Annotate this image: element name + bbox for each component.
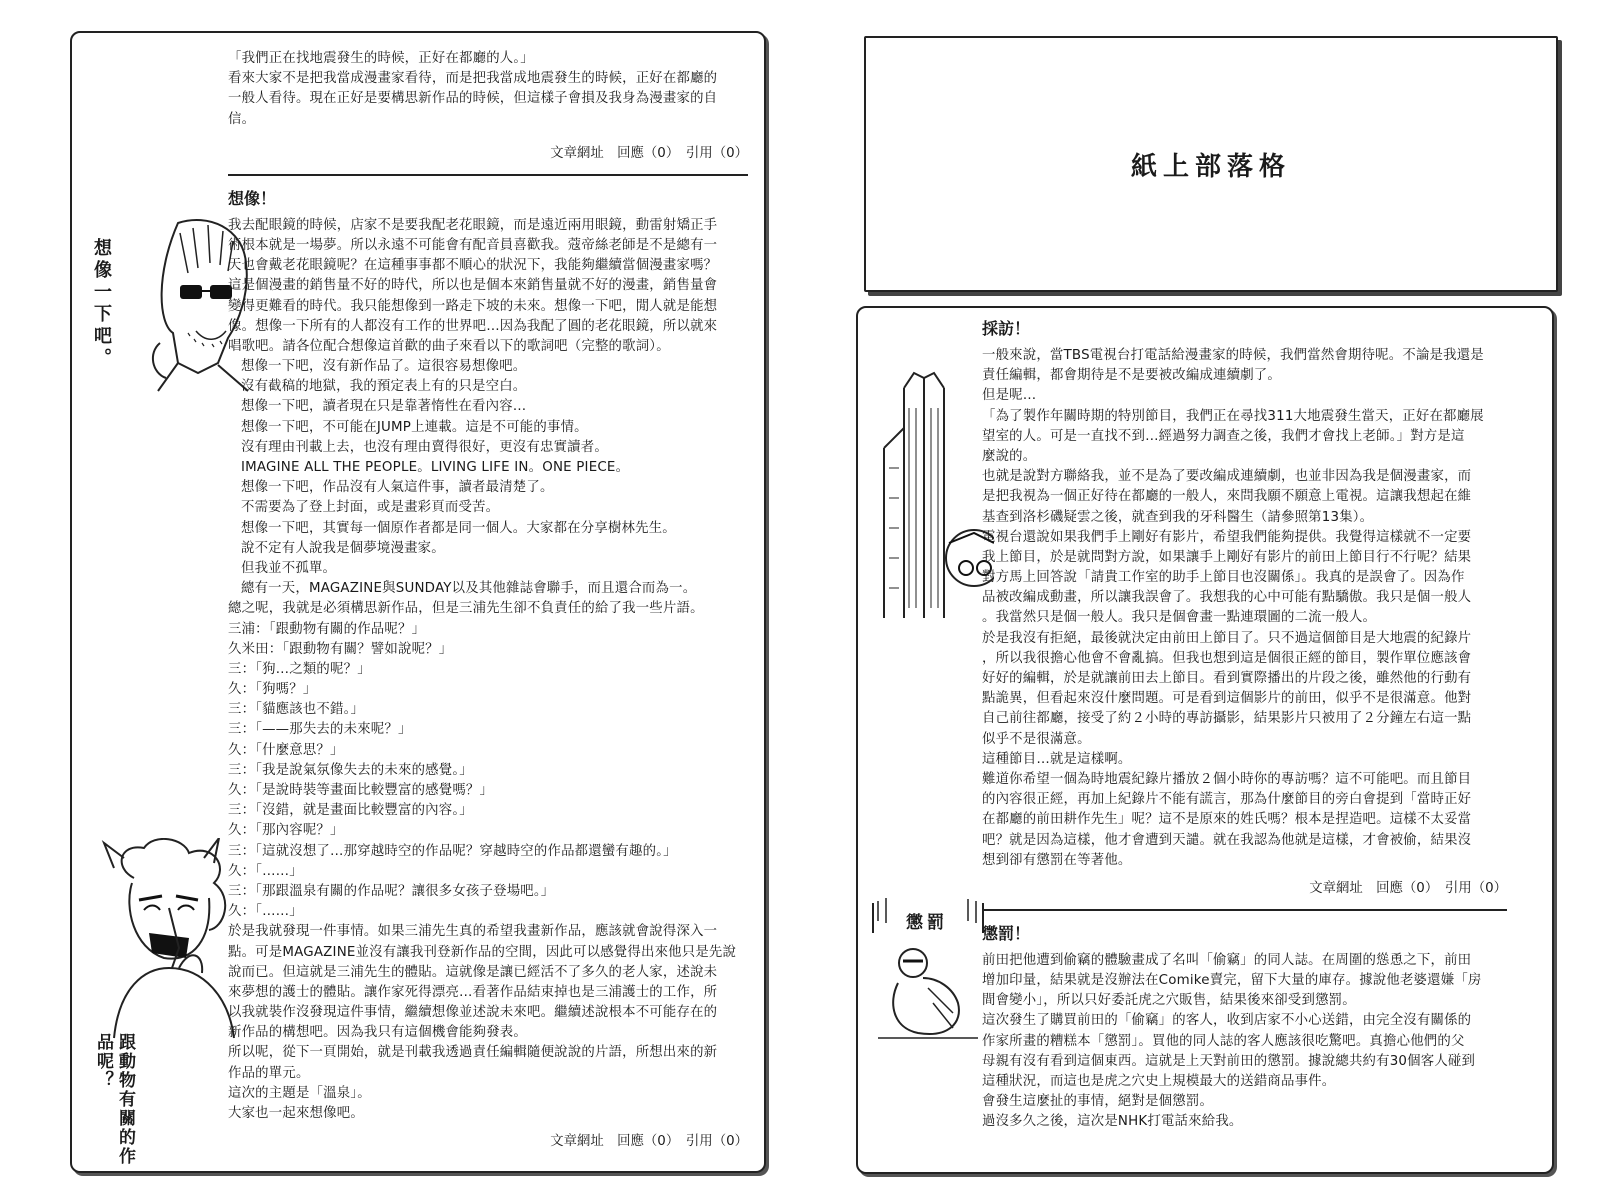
text-line: 想像一下吧，讀者現在只是靠著惰性在看內容… bbox=[241, 399, 527, 415]
text-line: 間會變小」，所以只好委託虎之穴販售，結果後來卻受到懲罰。 bbox=[982, 993, 1356, 1009]
article-footer-links[interactable]: 文章網址 回應（0） 引用（0） bbox=[550, 1134, 748, 1150]
text-line: 三：「狗…之類的呢？」 bbox=[228, 661, 371, 677]
text-line: 看來大家不是把我當成漫畫家看待，而是把我當成地震發生的時候，正好在都廳的 bbox=[228, 71, 718, 87]
text-line: 三：「這就沒想了…那穿越時空的作品呢？穿越時空的作品都還蠻有趣的。」 bbox=[228, 843, 677, 859]
curly-hair-character-illustration bbox=[94, 838, 244, 1048]
text-line: 我上節目，於是就問對方說，如果讓手上剛好有影片的前田上節目行不行呢？結果 bbox=[982, 549, 1472, 565]
left-content-column bbox=[228, 49, 748, 1152]
text-line: 久：「那內容呢？」 bbox=[228, 823, 344, 839]
right-content-column bbox=[982, 316, 1507, 1133]
text-line: 於是我沒有拒絕，最後就決定由前田上節目了。只不過這個節目是大地震的紀錄片 bbox=[982, 630, 1472, 646]
text-line: ，所以我很擔心他會不會亂搞。但我也想到這是個很正經的節目，製作單位應該會 bbox=[982, 650, 1472, 666]
text-line: 基查到洛杉磯疑雲之後，就查到我的牙科醫生（請參照第13集）。 bbox=[982, 509, 1374, 525]
text-line: 沒有截稿的地獄，我的預定表上有的只是空白。 bbox=[241, 379, 527, 395]
blog-title-box bbox=[864, 36, 1558, 292]
text-line: 這種狀況，而這也是虎之穴史上規模最大的送錯商品事件。 bbox=[982, 1074, 1336, 1089]
text-line: 對方馬上回答說「請貴工作室的助手上節目也沒關係」。我真的是誤會了。因為作 bbox=[982, 570, 1465, 586]
text-line: 在都廳的前田耕作先生」呢？這不是原來的姓氏嗎？根本是捏造吧。這樣不太妥當 bbox=[982, 812, 1472, 828]
text-line: 一般來說，當TBS電視台打電話給漫畫家的時候，我們當然會期待呢。不論是我還是 bbox=[982, 348, 1484, 363]
text-line: 想像一下吧，不可能在JUMP上連載。這是不可能的事情。 bbox=[241, 419, 588, 435]
text-line: 品被改編成動畫，所以讓我誤會了。我想我的心中可能有點驕傲。我只是個一般人 bbox=[982, 590, 1472, 606]
text-line: 。我當然只是個一般人。我只是個會畫一點連環圖的二流一般人。 bbox=[982, 610, 1377, 626]
text-line: 以我就裝作沒發現這件事情，繼續想像並述說未來吧。繼續述說根本不可能存在的 bbox=[228, 1005, 718, 1021]
text-line: 久：「……」 bbox=[228, 904, 303, 920]
article-title-imagine: 想像！ bbox=[228, 188, 277, 208]
text-line: 來夢想的護士的體貼。讓作家死得漂亮…看著作品結束掉也是三浦護士的工作，所 bbox=[228, 984, 718, 1000]
side-caption-imagine: 想像一下吧。 bbox=[91, 238, 112, 370]
text-line: 好好的編輯，於是就讓前田去上節目。看到實際播出的片段之後，雖然他的行動有 bbox=[982, 671, 1472, 686]
text-line: IMAGINE ALL THE PEOPLE。LIVING LIFE IN。ONE PIECE。 bbox=[241, 460, 630, 475]
text-line: 三：「我是說氣氛像失去的未來的感覺。」 bbox=[228, 762, 473, 778]
text-line: 一般人看待。現在正好是要構思新作品的時候，但這樣子會損及我身為漫畫家的自 bbox=[228, 91, 718, 107]
text-line: 想像一下吧，作品沒有人氣這件事，讀者最清楚了。 bbox=[241, 480, 554, 496]
text-line: 似乎不是很滿意。 bbox=[982, 731, 1091, 747]
article-title-interview: 採訪！ bbox=[982, 319, 1031, 338]
text-line: 想像一下吧，沒有新作品了。這很容易想像吧。 bbox=[241, 359, 527, 375]
intro-text bbox=[228, 49, 748, 130]
text-line: 的內容很正經，再加上紀錄片不能有謊言，那為什麼節目的旁白會提到「當時正好 bbox=[982, 792, 1472, 808]
text-line: 天也會戴老花眼鏡呢？在這種事事都不順心的狀況下，我能夠繼續當個漫畫家嗎？ bbox=[228, 258, 718, 274]
text-line: 於是我就發現一件事情。如果三浦先生真的希望我畫新作品，應該就會說得深入一 bbox=[228, 924, 718, 940]
text-line: 說不定有人說我是個夢境漫畫家。 bbox=[241, 540, 445, 556]
text-line: 唱歌吧。請各位配合想像這首歡的曲子來看以下的歌詞吧（完整的歌詞）。 bbox=[228, 338, 670, 354]
text-line: 增加印量，結果就是沒辦法在Comike賣完，留下大量的庫存。據說他老婆還嫌「房 bbox=[982, 973, 1482, 989]
text-line: 是把我視為一個正好待在都廳的一般人，來問我願不願意上電視。這讓我想起在維 bbox=[982, 489, 1472, 505]
text-line: 點詭異，但看起來沒什麼問題。可是看到這個影片的前田，似乎不是很滿意。他對 bbox=[982, 691, 1472, 707]
text-line: 望室的人。可是一直找不到…經過努力調查之後，我們才會找上老師。」對方是這 bbox=[982, 428, 1465, 444]
text-line: 電視台還說如果我們手上剛好有影片，希望我們能夠提供。我覺得這樣就不一定要 bbox=[982, 529, 1472, 545]
text-line: 三：「——那失去的未來呢？」 bbox=[228, 722, 412, 738]
text-line: 但是呢… bbox=[982, 388, 1037, 404]
text-line: 作品的單元。 bbox=[228, 1065, 310, 1081]
article-body-interview bbox=[982, 346, 1507, 871]
text-line: 信。 bbox=[228, 111, 256, 127]
text-line: 想像一下吧，其實每一個原作者都是同一個人。大家都在分享樹林先生。 bbox=[241, 520, 676, 536]
text-line: 「我們正在找地震發生的時候，正好在都廳的人。」 bbox=[228, 51, 534, 66]
text-line: 變得更難看的時代。我只能想像到一路走下坡的未來。想像一下吧，閒人就是能想 bbox=[228, 298, 718, 314]
text-line: 三浦：「跟動物有關的作品呢？」 bbox=[228, 621, 426, 637]
text-line: 術根本就是一場夢。所以永遠不可能會有配音員喜歡我。蔻帝絲老師是不是總有一 bbox=[228, 237, 718, 253]
text-line: 久：「狗嗎？」 bbox=[228, 682, 317, 698]
text-line: 大家也一起來想像吧。 bbox=[228, 1106, 364, 1121]
tokyo-city-hall-illustration bbox=[864, 368, 994, 618]
text-line: 這次的主題是「溫泉」。 bbox=[228, 1085, 371, 1101]
text-line: 過沒多久之後，這次是NHK打電話來給我。 bbox=[982, 1114, 1243, 1130]
blog-title: 紙上部落格 bbox=[1130, 152, 1291, 182]
text-line: 自己前往都廳，接受了約２小時的專訪攝影，結果影片只被用了２分鐘左右這一點 bbox=[982, 711, 1472, 727]
text-line: 責任編輯，都會期待是不是要被改編成連續劇了。 bbox=[982, 368, 1281, 384]
section-divider-right bbox=[982, 909, 1507, 911]
interview-footer-links[interactable]: 文章網址 回應（0） 引用（0） bbox=[1309, 880, 1507, 896]
text-line: 沒有理由刊載上去，也沒有理由賣得很好，更沒有忠實讀者。 bbox=[241, 439, 608, 455]
text-line: 新作品的構想吧。因為我只有這個機會能夠發表。 bbox=[228, 1025, 527, 1041]
text-line: 久：「……」 bbox=[228, 863, 303, 879]
text-line: 三：「沒錯，就是畫面比較豐富的內容。」 bbox=[228, 803, 473, 819]
text-line: 這是個漫畫的銷售量不好的時代，所以也是個本來銷售量就不好的漫畫，銷售量會 bbox=[228, 278, 718, 294]
text-line: 前田把他遭到偷竊的體驗畫成了名叫「偷竊」的同人誌。在周圍的慫恿之下，前田 bbox=[982, 952, 1472, 968]
text-line: 但我並不孤單。 bbox=[241, 560, 337, 576]
punishment-sign: 懲罰 bbox=[906, 913, 948, 933]
text-line: 會發生這麼扯的事情，絕對是個懲罰。 bbox=[982, 1094, 1214, 1110]
text-line: 總有一天，MAGAZINE與SUNDAY以及其他雜誌會聯手，而且還合而為一。 bbox=[241, 581, 697, 597]
intro-footer-links[interactable]: 文章網址 回應（0） 引用（0） bbox=[550, 145, 748, 161]
text-line: 久米田：「跟動物有關？譬如說呢？」 bbox=[228, 641, 453, 657]
right-blog-panel bbox=[856, 306, 1554, 1174]
text-line: 三：「貓應該也不錯。」 bbox=[228, 702, 365, 718]
text-line: 我去配眼鏡的時候，店家不是要我配老花眼鏡，而是遠近兩用眼鏡，動雷射矯正手 bbox=[228, 217, 718, 233]
text-line: 想到卻有懲罰在等著他。 bbox=[982, 852, 1132, 868]
text-line: 說而已。但這就是三浦先生的體貼。這就像是讓已經活不了多久的老人家，述說未 bbox=[228, 964, 718, 980]
article-body-imagine bbox=[228, 216, 748, 1124]
text-line: 也就是說對方聯絡我，並不是為了要改編成連續劇，也並非因為我是個漫畫家，而 bbox=[982, 469, 1472, 485]
side-caption-animal: 跟動物有關的作品呢？ bbox=[93, 1033, 135, 1166]
text-line: 吧？就是因為這樣，他才會遭到天譴。就在我認為他就是這樣，才會被偷，結果沒 bbox=[982, 832, 1472, 848]
text-line: 作家所畫的糟糕本「懲罰」。買他的同人誌的客人應該很吃驚吧。真擔心他們的父 bbox=[982, 1033, 1465, 1049]
text-line: 難道你希望一個為時地震紀錄片播放２個小時你的專訪嗎？這不可能吧。而且節目 bbox=[982, 771, 1472, 787]
text-line: 這種節目…就是這樣啊。 bbox=[982, 751, 1132, 767]
left-blog-panel bbox=[70, 31, 766, 1173]
text-line: 點。可是MAGAZINE並沒有讓我刊登新作品的空間，因此可以感覺得出來他只是先說 bbox=[228, 944, 737, 960]
article-body-punishment bbox=[982, 951, 1507, 1133]
text-line: 母親有沒有看到這個東西。這就是上天對前田的懲罰。據說總共約有30個客人碰到 bbox=[982, 1053, 1476, 1069]
text-line: 「為了製作年關時期的特別節目，我們正在尋找311大地震發生當天，正好在都廳展 bbox=[982, 408, 1484, 424]
text-line: 三：「那跟溫泉有關的作品呢？讓很多女孩子登場吧。」 bbox=[228, 883, 555, 899]
text-line: 像。想像一下所有的人都沒有工作的世界吧…因為我配了圓的老花眼鏡，所以就來 bbox=[228, 318, 718, 334]
text-line: 不需要為了登上封面，或是畫彩頁而受苦。 bbox=[241, 500, 500, 516]
text-line: 久：「什麼意思？」 bbox=[228, 742, 344, 758]
text-line: 所以呢，從下一頁開始，就是刊載我透過責任編輯隨便說說的片語，所想出來的新 bbox=[228, 1045, 718, 1061]
text-line: 麼說的。 bbox=[982, 448, 1037, 464]
text-line: 總之呢，我就是必須構思新作品，但是三浦先生卻不負責任的給了我一些片語。 bbox=[228, 601, 704, 617]
article-title-punishment: 懲罰！ bbox=[982, 923, 1031, 943]
text-line: 這次發生了購買前田的「偷竊」的客人，收到店家不小心送錯，由完全沒有關係的 bbox=[982, 1013, 1472, 1029]
text-line: 久：「是說時裝等畫面比較豐富的感覺嗎？」 bbox=[228, 783, 494, 798]
section-divider bbox=[228, 174, 748, 176]
